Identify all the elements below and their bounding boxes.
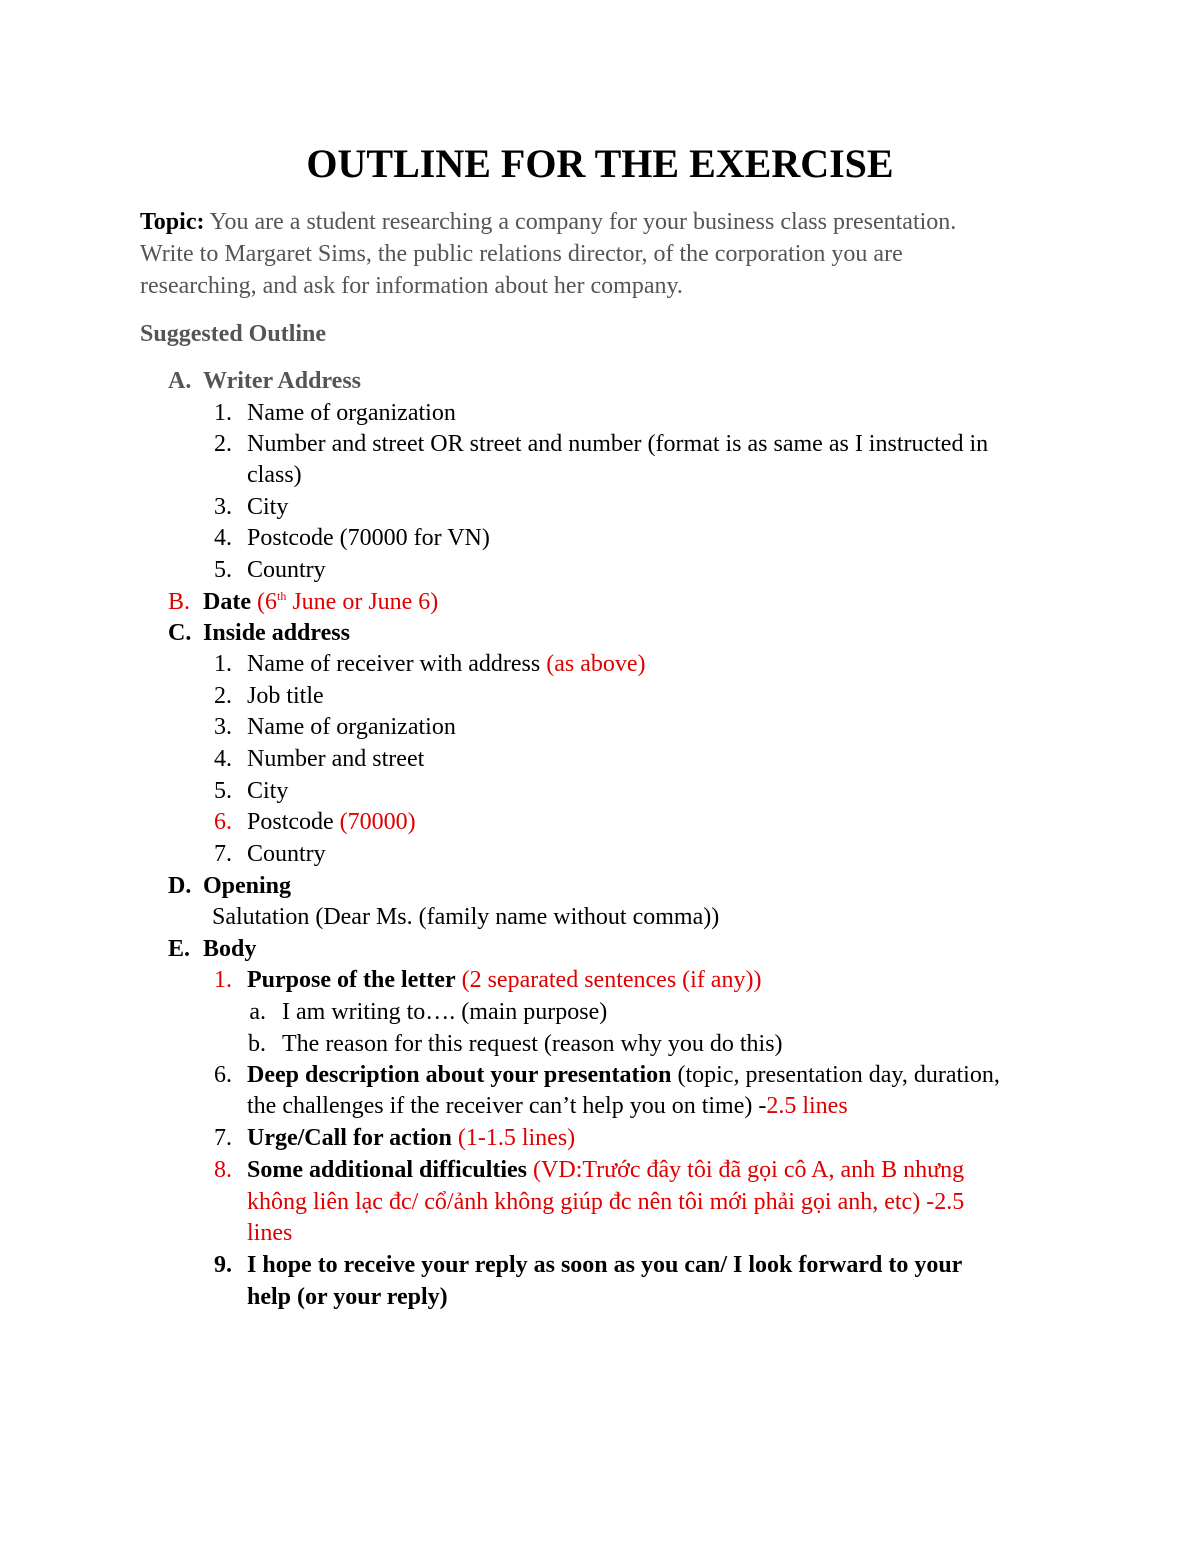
e-item-8: Some additional difficulties (VD:Trước đây tôi đã gọi cô A, anh B nhưng [247, 1157, 965, 1183]
e-item-7: Urge/Call for action (1-1.5 lines) [247, 1125, 576, 1151]
e-item-8-cont-1: không liên lạc đc/ cổ/ảnh không giúp đc nên tôi mới phải gọi anh, etc) -2.5 [247, 1189, 965, 1215]
e-sub-b: The reason for this request (reason why you do this) [282, 1031, 783, 1057]
a-item-5-num: 5. [214, 557, 232, 583]
c-item-1-note: (as above) [546, 651, 646, 677]
topic-line-2: Write to Margaret Sims, the public relations director, of the corporation you are [140, 241, 903, 267]
a-item-2: Number and street OR street and number (format is as same as I instructed in [247, 431, 989, 457]
section-b-marker: B. [168, 589, 191, 615]
section-d-marker: D. [168, 873, 192, 899]
c-item-3-num: 3. [214, 714, 232, 740]
a-item-1: Name of organization [247, 400, 456, 426]
topic-line-3: researching, and ask for information about her company. [140, 273, 683, 299]
section-a-marker: A. [168, 368, 192, 394]
e-item-6-length: 2.5 lines [766, 1093, 848, 1119]
e-item-9: I hope to receive your reply as soon as you can/ I look forward to your [247, 1252, 963, 1278]
c-item-6-num: 6. [214, 809, 232, 835]
section-a-title: Writer Address [203, 368, 362, 394]
topic-label: Topic: [140, 209, 205, 235]
e-item-8-num: 8. [214, 1157, 232, 1183]
a-item-4: Postcode (70000 for VN) [247, 525, 490, 551]
section-b-line [203, 586, 438, 618]
e-item-9-num: 9. [214, 1252, 232, 1278]
c-item-4: Number and street [247, 746, 425, 772]
section-e-title: Body [203, 936, 257, 962]
e-item-1-note: (2 separated sentences (if any)) [461, 967, 762, 993]
e-item-9-cont: help (or your reply) [247, 1284, 448, 1310]
a-item-3: City [247, 494, 289, 520]
section-b-title: Date [203, 589, 251, 615]
e-sub-b-num: b. [248, 1031, 266, 1057]
e-item-8-note: (VD:Trước đây tôi đã gọi cô A, anh B nhưng [533, 1157, 965, 1183]
e-item-6-cont: the challenges if the receiver can’t help you on time) -2.5 lines [247, 1093, 848, 1119]
e-item-7-note: (1-1.5 lines) [457, 1125, 576, 1151]
a-item-2-num: 2. [214, 431, 232, 457]
c-item-1-num: 1. [214, 651, 232, 677]
e-sub-a-num: a. [249, 999, 266, 1025]
topic-line-1 [140, 206, 956, 238]
c-item-2: Job title [247, 683, 324, 709]
topic-text-1: You are a student researching a company for your business class presentation. [209, 209, 957, 235]
a-item-5: Country [247, 557, 326, 583]
e-sub-a: I am writing to…. (main purpose) [282, 999, 608, 1025]
section-e-marker: E. [168, 936, 191, 962]
section-c-marker: C. [168, 620, 192, 646]
section-c-title: Inside address [203, 620, 350, 646]
c-item-5: City [247, 778, 289, 804]
e-item-6-num: 6. [214, 1062, 232, 1088]
section-b-note: (6th June or June 6) [256, 589, 439, 615]
e-item-7-num: 7. [214, 1125, 232, 1151]
e-item-1: Purpose of the letter (2 separated sentences (if any)) [247, 967, 762, 993]
a-item-3-num: 3. [214, 494, 232, 520]
c-item-6-note: (70000) [339, 809, 416, 835]
salutation-text: Salutation (Dear Ms. (family name without comma)) [212, 904, 720, 930]
a-item-4-num: 4. [214, 525, 232, 551]
e-item-8-cont-2: lines [247, 1220, 293, 1246]
suggested-outline-heading: Suggested Outline [140, 321, 327, 347]
c-item-1: Name of receiver with address (as above) [247, 651, 646, 677]
e-item-6: Deep description about your presentation (topic, presentation day, duration, [247, 1062, 1000, 1088]
c-item-3: Name of organization [247, 714, 456, 740]
c-item-6: Postcode (70000) [247, 809, 416, 835]
c-item-2-num: 2. [214, 683, 232, 709]
c-item-4-num: 4. [214, 746, 232, 772]
c-item-7: Country [247, 841, 326, 867]
c-item-5-num: 5. [214, 778, 232, 804]
page-title: OUTLINE FOR THE EXERCISE [306, 141, 894, 186]
e-item-1-num: 1. [214, 967, 232, 993]
section-d-title: Opening [203, 873, 292, 899]
c-item-7-num: 7. [214, 841, 232, 867]
a-item-2-cont: class) [247, 462, 302, 488]
a-item-1-num: 1. [214, 400, 232, 426]
